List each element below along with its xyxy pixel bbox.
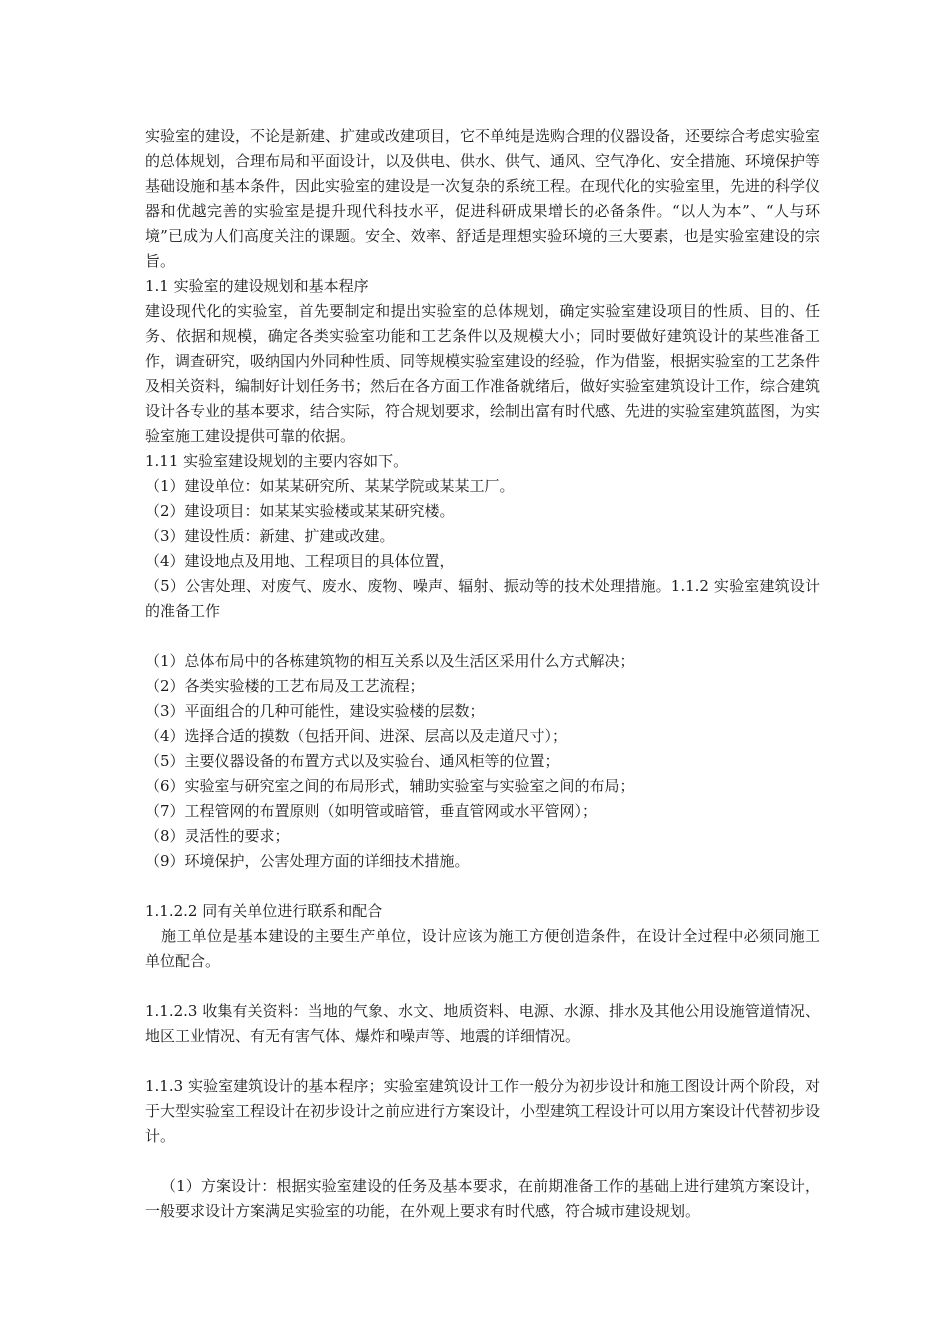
planning-item-2: （2）建设项目：如某某实验楼或某某研究楼。 <box>145 502 455 520</box>
section-1-1-body: 建设现代化的实验室，首先要制定和提出实验室的总体规划，确定实验室建设项目的性质、目的、任务、依据和规模，确定各类实验室功能和工艺条件以及规模大小；同时要做好建筑设计的某些准备工作，调查研究，吸纳国内外同种性质、同等规模实验室建设的经验，作为借鉴，根据实验室的工艺条件及相关资料，编制好计划任务书；然后在各方面工作准备就绪后，做好实验室建筑设计工作，综合建筑设计各专业的基本要求，结合实际，符合规划要求，绘制出富有时代感、先进的实验室建筑蓝图，为实验室施工建设提供可靠的依据。 <box>145 302 821 445</box>
prep-item-7: （7）工程管网的布置原则（如明管或暗管，垂直管网或水平管网）； <box>145 802 598 820</box>
section-1-1-2-3-paragraph: 1.1.2.3 收集有关资料：当地的气象、水文、地质资料、电源、水源、排水及其他公用设施管道情况、地区工业情况、有无有害气体、爆炸和噪声等、地震的详细情况。 <box>145 1002 820 1045</box>
scheme-design-paragraph: （1）方案设计：根据实验室建设的任务及基本要求，在前期准备工作的基础上进行建筑方案设计，一般要求设计方案满足实验室的功能，在外观上要求有时代感，符合城市建设规划。 <box>145 1177 820 1220</box>
section-1-1-2-2-heading: 1.1.2.2 同有关单位进行联系和配合 <box>145 902 383 920</box>
section-1-1-heading: 1.1 实验室的建设规划和基本程序 <box>145 277 369 295</box>
intro-paragraph: 实验室的建设，不论是新建、扩建或改建项目，它不单纯是选购合理的仪器设备，还要综合考虑实验室的总体规划，合理布局和平面设计，以及供电、供水、供气、通风、空气净化、安全措施、环境保护等基础设施和基本条件，因此实验室的建设是一次复杂的系统工程。在现代化的实验室里，先进的科学仪器和优越完善的实验室是提升现代科技水平，促进科研成果增长的必备条件。“以人为本”、“人与环境”已成为人们高度关注的课题。安全、效率、舒适是理想实验环境的三大要素，也是实验室建设的宗旨。 <box>145 127 821 270</box>
section-1-11-heading: 1.11 实验室建设规划的主要内容如下。 <box>145 452 409 470</box>
prep-item-6: （6）实验室与研究室之间的布局形式，辅助实验室与实验室之间的布局； <box>145 777 635 795</box>
spacer <box>145 624 820 649</box>
prep-item-5: （5）主要仪器设备的布置方式以及实验台、通风柜等的位置； <box>145 752 560 770</box>
prep-item-4: （4）选择合适的摸数（包括开间、进深、层高以及走道尺寸）； <box>145 727 568 745</box>
planning-item-3: （3）建设性质：新建、扩建或改建。 <box>145 527 395 545</box>
prep-item-9: （9）环境保护，公害处理方面的详细技术措施。 <box>145 852 470 870</box>
prep-item-1: （1）总体布局中的各栋建筑物的相互关系以及生活区采用什么方式解决； <box>145 652 635 670</box>
section-1-1-2-2-body: 施工单位是基本建设的主要生产单位，设计应该为施工方便创造条件，在设计全过程中必须同施工单位配合。 <box>145 927 820 970</box>
prep-item-8: （8）灵活性的要求； <box>145 827 290 845</box>
spacer <box>145 974 820 999</box>
planning-item-4: （4）建设地点及用地、工程项目的具体位置， <box>145 552 455 570</box>
planning-item-5: （5）公害处理、对废气、废水、废物、噪声、辐射、振动等的技术处理措施。1.1.2 实验室建筑设计的准备工作 <box>145 577 820 620</box>
planning-item-1: （1）建设单位：如某某研究所、某某学院或某某工厂。 <box>145 477 515 495</box>
document-page <box>145 124 820 1224</box>
prep-item-3: （3）平面组合的几种可能性，建设实验楼的层数； <box>145 702 485 720</box>
spacer <box>145 1149 820 1174</box>
section-1-1-3-paragraph: 1.1.3 实验室建筑设计的基本程序；实验室建筑设计工作一般分为初步设计和施工图设计两个阶段，对于大型实验室工程设计在初步设计之前应进行方案设计，小型建筑工程设计可以用方案设计代替初步设计。 <box>145 1077 821 1145</box>
spacer <box>145 1049 820 1074</box>
prep-item-2: （2）各类实验楼的工艺布局及工艺流程； <box>145 677 425 695</box>
spacer <box>145 874 820 899</box>
